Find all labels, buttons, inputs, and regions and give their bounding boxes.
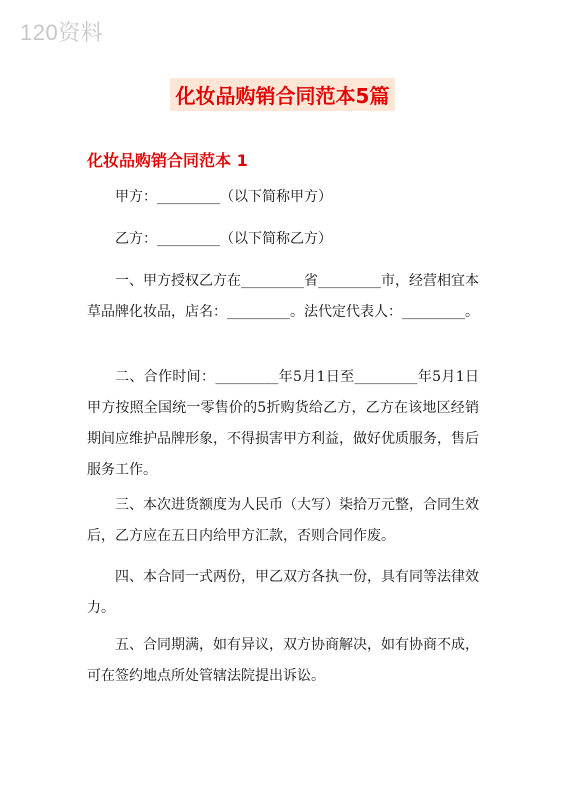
party-a-line: 甲方：_________（以下简称甲方）	[115, 189, 332, 205]
clause-4: 四、本合同一式两份，甲乙双方各执一份，具有同等法律效力。	[87, 569, 479, 616]
watermark: 120资料	[20, 20, 104, 45]
clause-5: 五、合同期满，如有异议，双方协商解决，如有协商不成，可在签约地点所处管辖法院提出诉讼。	[87, 637, 479, 684]
section-heading: 化妆品购销合同范本 1	[87, 151, 248, 170]
clause-2: 二、合作时间：_________年5月1日至_________年5月1日甲方按照全国统一零售价的5折购货给乙方，乙方在该地区经销期间应维护品牌形象，不得损害甲方利益，做好优质服务，售后服务工作。	[87, 369, 479, 478]
clause-1: 一、甲方授权乙方在_________省_________市，经营相宜本草品牌化妆品，店名：_________。法代定代表人：_________。	[87, 273, 479, 320]
clause-3: 三、本次进货额度为人民币（大写）柒拾万元整，合同生效后，乙方应在五日内给甲方汇款，否则合同作废。	[87, 497, 479, 544]
document-title	[0, 78, 565, 111]
party-b-line: 乙方：_________（以下简称乙方）	[115, 231, 332, 247]
document-title-text: 化妆品购销合同范本5篇	[170, 78, 396, 111]
